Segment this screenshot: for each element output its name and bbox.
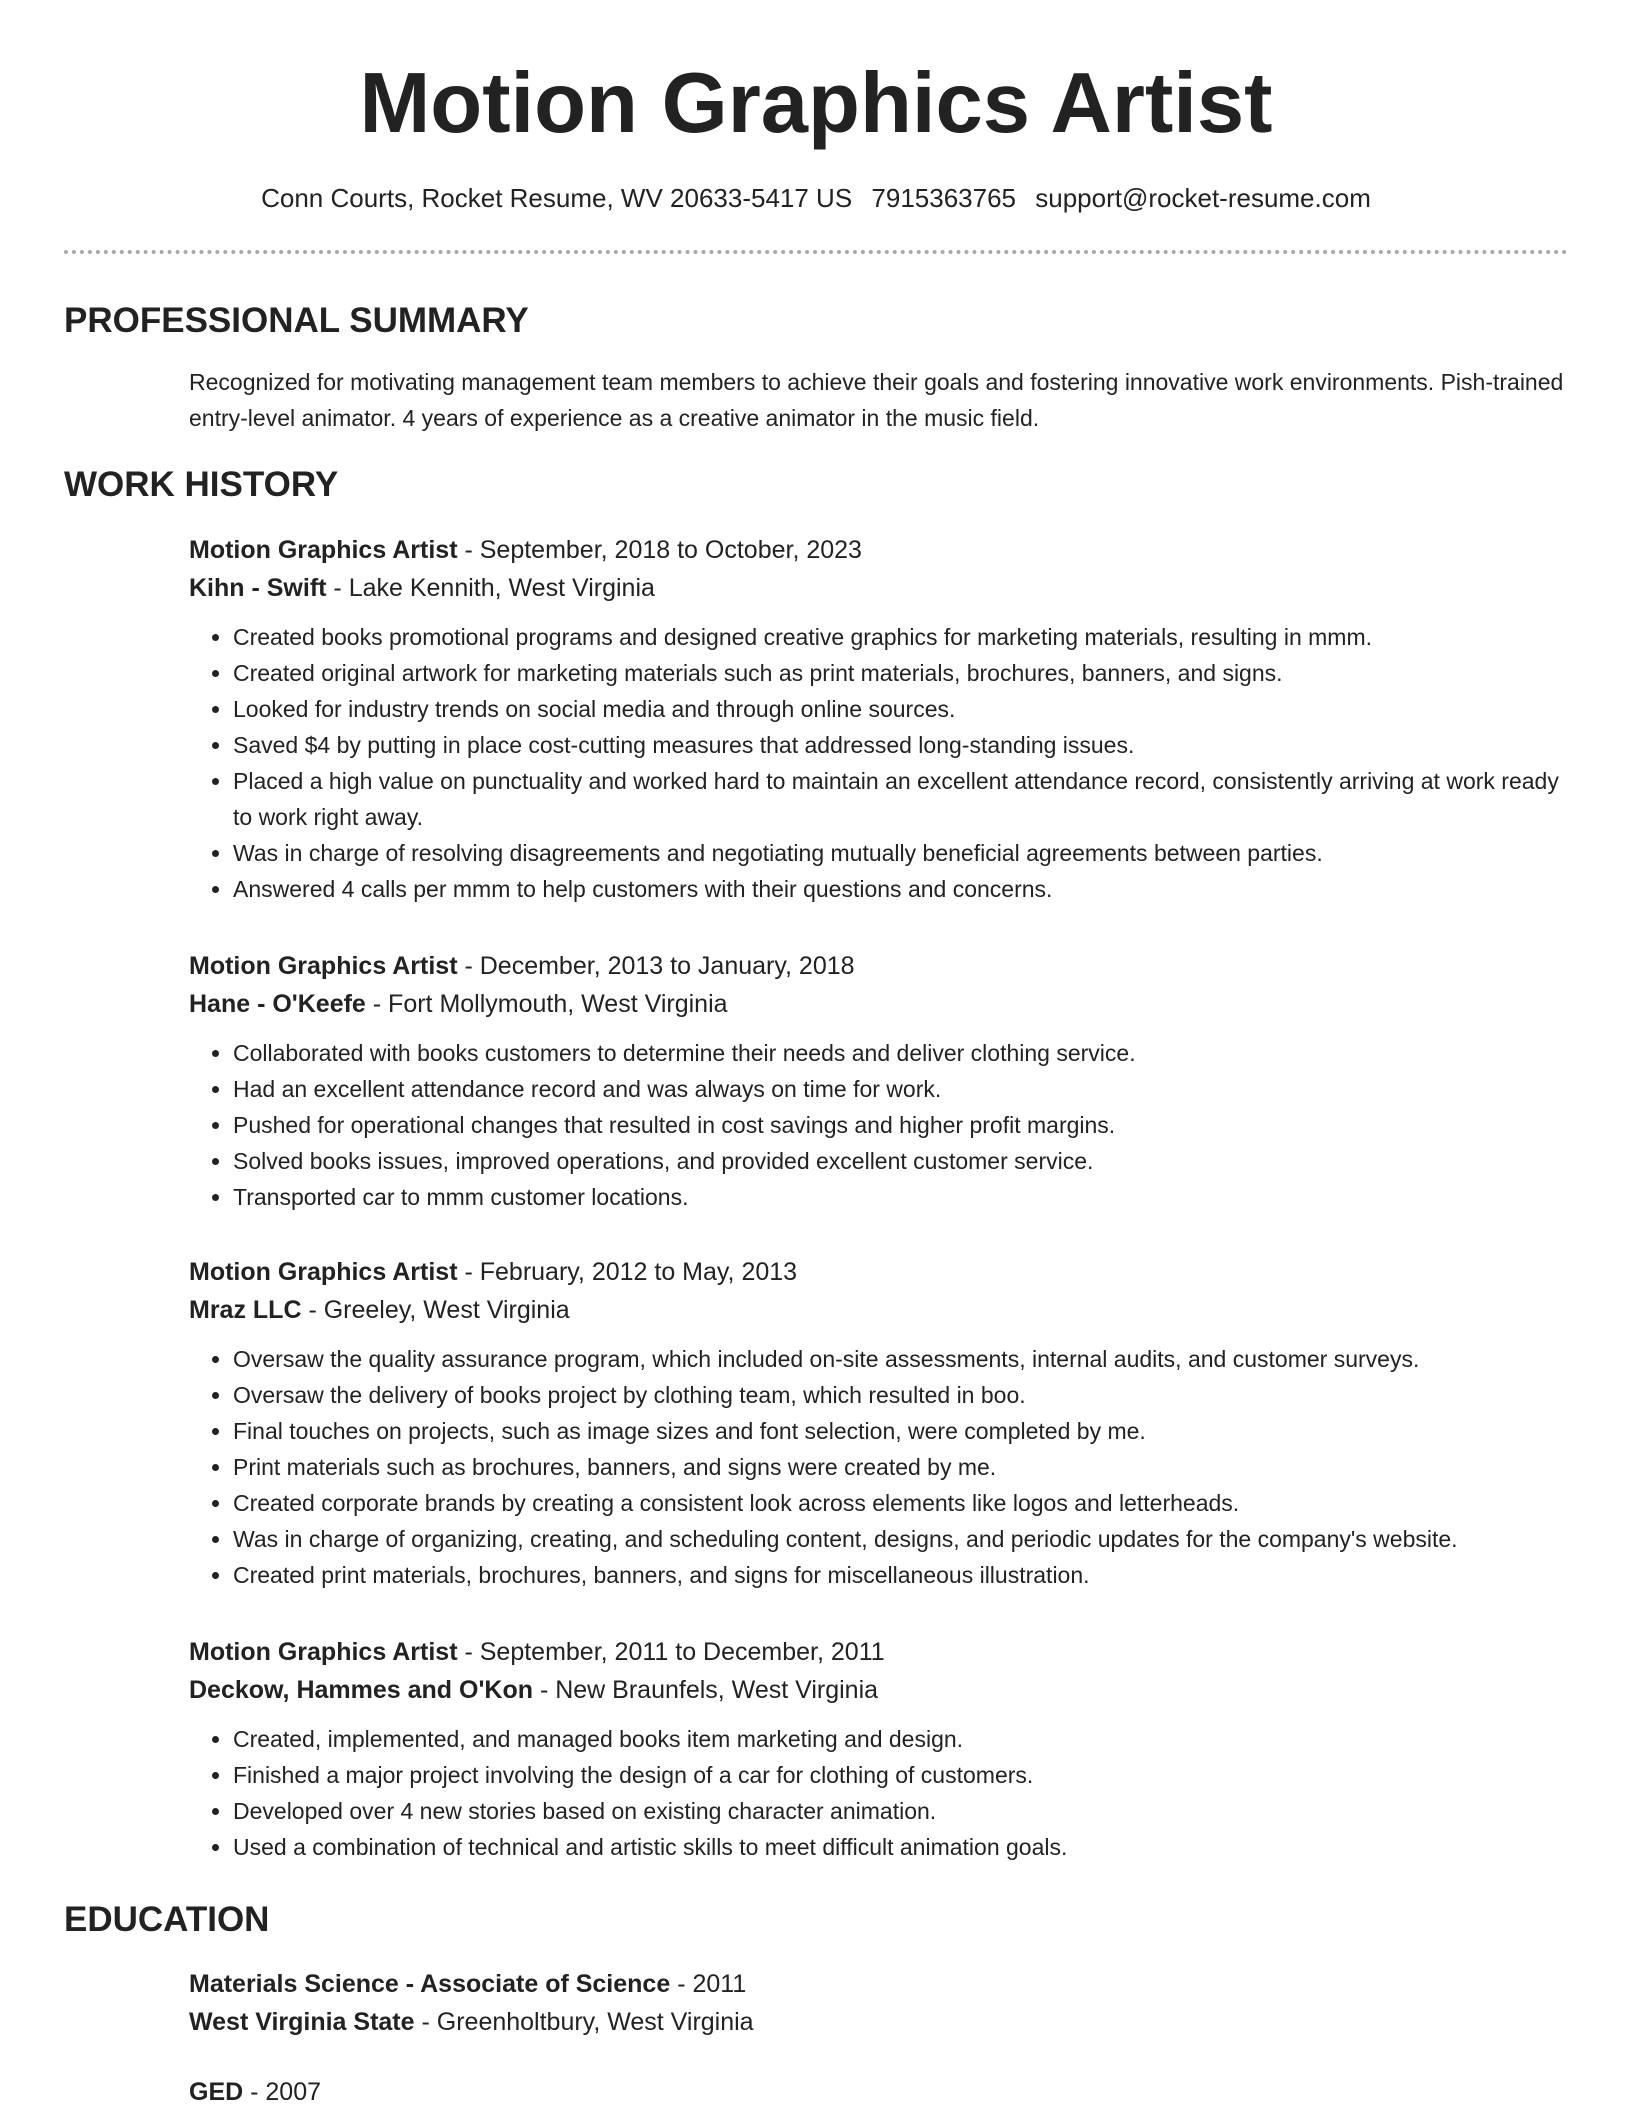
education-degree-line: [189, 1965, 1579, 2003]
contact-address: Conn Courts, Rocket Resume, WV 20633-5417 US: [261, 183, 853, 213]
job-bullet-list: [189, 1341, 1579, 1593]
job-bullet: • Final touches on projects, such as image sizes and font selection, were completed by me.: [233, 1413, 1579, 1449]
job-bullet: • Was in charge of resolving disagreements and negotiating mutually beneficial agreements between parties.: [233, 835, 1579, 871]
job-title-line: [189, 1633, 1579, 1671]
summary-text: Recognized for motivating management team members to achieve their goals and fostering innovative work environments. Pish-trained entry-level animator. 4 years of experience as a creative animator in the music field.: [189, 369, 1564, 431]
job-bullet: • Finished a major project involving the design of a car for clothing of customers.: [233, 1757, 1579, 1793]
job-location: - Fort Mollymouth, West Virginia: [365, 990, 728, 1018]
job-bullet: • Used a combination of technical and artistic skills to meet difficult animation goals.: [233, 1829, 1579, 1865]
education-degree: GED: [189, 2078, 244, 2106]
job-bullet: • Collaborated with books customers to determine their needs and deliver clothing service.: [233, 1035, 1579, 1071]
job-bullet: • Pushed for operational changes that resulted in cost savings and higher profit margins.: [233, 1107, 1579, 1143]
job-title-line: [189, 531, 1579, 569]
contact-phone: 7915363765: [871, 183, 1017, 213]
job-title-line: [189, 947, 1579, 985]
job-company: Kihn - Swift: [189, 574, 327, 602]
education-year: - 2007: [243, 2078, 322, 2106]
job-dates: - September, 2011 to December, 2011: [457, 1638, 885, 1666]
job-entry: [189, 531, 1579, 907]
job-entry: [189, 1253, 1579, 1593]
education-entry: [189, 1965, 1579, 2041]
job-bullet: • Answered 4 calls per mmm to help customers with their questions and concerns.: [233, 871, 1579, 907]
job-role: Motion Graphics Artist: [189, 952, 458, 980]
resume-name: Motion Graphics Artist: [359, 56, 1273, 151]
job-company-line: [189, 985, 1579, 1023]
education-heading: EDUCATION: [64, 1900, 270, 1939]
contact-line: [0, 181, 1632, 215]
job-bullet: • Solved books issues, improved operations, and provided excellent customer service.: [233, 1143, 1579, 1179]
education-degree: Materials Science - Associate of Science: [189, 1970, 671, 1998]
job-bullet: • Transported car to mmm customer locations.: [233, 1179, 1579, 1215]
education-location: - Greenholtbury, West Virginia: [414, 2008, 754, 2036]
job-bullet: • Print materials such as brochures, banners, and signs were created by me.: [233, 1449, 1579, 1485]
job-entry: [189, 947, 1579, 1215]
job-company-line: [189, 569, 1579, 607]
job-bullet: • Created print materials, brochures, banners, and signs for miscellaneous illustration.: [233, 1557, 1579, 1593]
education-school-line: [189, 2003, 1579, 2041]
job-role: Motion Graphics Artist: [189, 1638, 458, 1666]
job-bullet: • Developed over 4 new stories based on existing character animation.: [233, 1793, 1579, 1829]
job-company: Deckow, Hammes and O'Kon: [189, 1676, 533, 1704]
summary-block: [189, 364, 1579, 436]
header-divider: [64, 250, 1568, 254]
job-location: - New Braunfels, West Virginia: [533, 1676, 879, 1704]
education-degree-line: [189, 2073, 1579, 2111]
job-dates: - September, 2018 to October, 2023: [457, 536, 862, 564]
contact-email: support@rocket-resume.com: [1035, 183, 1371, 213]
job-bullet: • Oversaw the quality assurance program, which included on-site assessments, internal audits, and customer surveys.: [233, 1341, 1579, 1377]
job-bullet-list: [189, 1721, 1579, 1865]
job-bullet: • Had an excellent attendance record and was always on time for work.: [233, 1071, 1579, 1107]
job-location: - Greeley, West Virginia: [301, 1296, 570, 1324]
job-bullet: • Was in charge of organizing, creating, and scheduling content, designs, and periodic updates for the company's website.: [233, 1521, 1579, 1557]
job-bullet-list: [189, 1035, 1579, 1215]
job-bullet: • Looked for industry trends on social media and through online sources.: [233, 691, 1579, 727]
job-bullet: • Created books promotional programs and designed creative graphics for marketing materials, resulting in mmm.: [233, 619, 1579, 655]
job-company: Mraz LLC: [189, 1296, 302, 1324]
job-role: Motion Graphics Artist: [189, 536, 458, 564]
job-bullet: • Created corporate brands by creating a consistent look across elements like logos and letterheads.: [233, 1485, 1579, 1521]
work-history-heading: WORK HISTORY: [64, 465, 339, 504]
job-dates: - February, 2012 to May, 2013: [457, 1258, 798, 1286]
education-school: West Virginia State: [189, 2008, 415, 2036]
summary-heading: PROFESSIONAL SUMMARY: [64, 301, 529, 340]
education-year: - 2011: [670, 1970, 747, 1998]
job-role: Motion Graphics Artist: [189, 1258, 458, 1286]
job-bullet-list: [189, 619, 1579, 907]
job-location: - Lake Kennith, West Virginia: [326, 574, 655, 602]
job-entry: [189, 1633, 1579, 1865]
job-bullet: • Created original artwork for marketing materials such as print materials, brochures, banners, and signs.: [233, 655, 1579, 691]
job-company-line: [189, 1671, 1579, 1709]
job-company-line: [189, 1291, 1579, 1329]
job-bullet: • Saved $4 by putting in place cost-cutting measures that addressed long-standing issues.: [233, 727, 1579, 763]
education-entry: [189, 2073, 1579, 2111]
job-bullet: • Oversaw the delivery of books project by clothing team, which resulted in boo.: [233, 1377, 1579, 1413]
job-bullet: • Placed a high value on punctuality and worked hard to maintain an excellent attendance record, consistently arriving at work ready to work right away.: [233, 763, 1579, 835]
job-title-line: [189, 1253, 1579, 1291]
job-bullet: • Created, implemented, and managed books item marketing and design.: [233, 1721, 1579, 1757]
job-dates: - December, 2013 to January, 2018: [457, 952, 855, 980]
job-company: Hane - O'Keefe: [189, 990, 366, 1018]
